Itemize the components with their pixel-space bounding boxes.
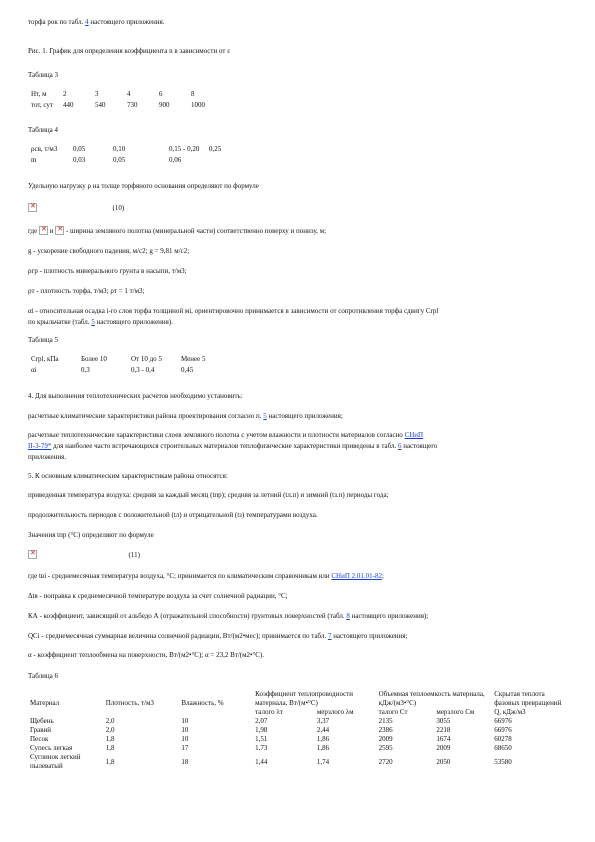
- paragraph-alpha: α - коэффициент теплообмена на поверхности, Вт/(м2•°С); α = 23,2 Вт/(м2•°С).: [28, 651, 265, 659]
- link-table-7[interactable]: 7: [327, 632, 332, 640]
- table-row: Песок 1,8 10 1,51 1,86 2009 1674 60278: [30, 735, 512, 743]
- link-table-6[interactable]: 6: [397, 442, 402, 450]
- paragraph-ka: КА - коэффициент, зависящий от альбедо А (отражательной способности) грунтовых поверхностей (табл. 8 настоящего приложения);: [28, 612, 429, 620]
- table-6: [28, 690, 568, 771]
- figure-caption: Рис. 1. График для определения коэффициента n в зависимости от ε: [28, 47, 231, 55]
- link-item-5[interactable]: 5: [263, 412, 267, 420]
- section-5-heading: 5. К основным климатическим характеристикам района относятся:: [28, 472, 228, 480]
- table-row: αi 0,3 0,3 - 0,4 0,45: [31, 366, 194, 374]
- formula-10: ✕ (10): [28, 203, 124, 213]
- section-4-heading: 4. Для выполнения теплотехнических расчетов необходимо установить:: [28, 392, 243, 400]
- paragraph-rho-t: ρт - плотность торфа, т/м3; ρт = 1 т/м3;: [28, 287, 145, 295]
- paragraph-table-ref: торфа рок по табл. 4 настоящего приложения.: [28, 18, 165, 26]
- table3-title: Таблица 3: [28, 71, 58, 79]
- paragraph-5b: продолжительность периодов с положительной (tл) и отрицательной (tз) температурами воздуха.: [28, 511, 318, 519]
- column-subheader: мерзлого λм: [316, 708, 354, 716]
- table6-title: Таблица 6: [28, 672, 58, 680]
- formula-image-icon: [28, 550, 37, 559]
- formula-image-icon: [55, 226, 64, 235]
- link-snip-climate[interactable]: СНиП 2.01.01-82: [331, 572, 382, 580]
- paragraph-rho-gr: ρгр - плотность минерального грунта в насыпи, т/м3;: [28, 267, 187, 275]
- paragraph-tpr: Значения tпр (°С) определяют по формуле: [28, 531, 154, 539]
- column-header: Коэффициент теплопроводности материала, Вт/(м•°С): [255, 690, 354, 707]
- column-header: Скрытая теплота фазовых превращений Q, кДж/м3: [494, 690, 562, 716]
- formula-image-icon: [39, 226, 48, 235]
- table5-title: Таблица 5: [28, 336, 58, 344]
- paragraph-qci: QCi - среднемесячная суммарная величина солнечной радиации, Вт/(м2•мес); принимается по табл. 7 настоящего приложения;: [28, 632, 408, 640]
- column-header: Влажность, %: [181, 699, 224, 707]
- paragraph-alpha-i: αi - относительная осадка i-го слоя торфа толщиной мi, ориентировочно принимается в зависимости от сопротивления торфа сдвигу Сrpl: [28, 307, 439, 315]
- link-table-4[interactable]: 4: [85, 18, 89, 26]
- table-row: ρсв, т/м3 0,05 0,10 0,15 - 0,20 0,25: [31, 145, 222, 153]
- table-row: Нт, м 2 3 4 6 8: [31, 90, 195, 98]
- paragraph-where: где ✕ и ✕ - ширина земляного полотна (минеральной части) соответственно поверху и понизу, м;: [28, 226, 326, 236]
- table-row: Супесь легкая 1,8 17 1,73 1,86 2595 2009 68650: [30, 744, 512, 752]
- paragraph-formula-intro: Удельную нагрузку ρ на толще торфяного основания определяют по формуле: [28, 182, 259, 190]
- paragraph-tvi: где tвi - среднемесячная температура воздуха, °С; принимается по климатическим справочникам или СНиП 2.01.01-82;: [28, 572, 384, 580]
- table-row: тот, сут 440 540 730 900 1000: [31, 101, 205, 109]
- paragraph-g: g - ускорение свободного падения, м/с2; g = 9,81 м/с2;: [28, 247, 190, 255]
- paragraph-4b-end: приложения.: [28, 453, 67, 461]
- formula-image-icon: [28, 203, 37, 212]
- table-3: [28, 89, 208, 111]
- column-header: Объемная теплоемкость материала, кДж/(м3•°С): [378, 690, 485, 707]
- column-subheader: талого Ст: [378, 708, 408, 716]
- table4-title: Таблица 4: [28, 126, 58, 134]
- column-subheader: мерзлого См: [436, 708, 475, 716]
- paragraph-4b: расчетные теплотехнические характеристики слоев земляного полотна с учетом влажности и плотности материалов согласно СНиП: [28, 431, 424, 439]
- table-5: [28, 354, 208, 376]
- paragraph-dtr: Δtя - поправка к среднемесячной температуре воздуха за счет солнечной радиации, °С;: [28, 592, 288, 600]
- table-row: Гравий 2,0 10 1,98 2,44 2386 2218 66976: [30, 726, 512, 734]
- paragraph-alpha-i-cont: по крыльчатке (табл. 5 настоящего приложения).: [28, 318, 173, 326]
- paragraph-5a: приведенная температура воздуха: средняя за каждый месяц (tпр); средняя за летний (tл.п) и зимний (tз.п) периоды года;: [28, 491, 389, 499]
- table-row: Щебень 2,0 10 2,07 3,37 2135 3055 66976: [30, 717, 512, 725]
- table-row: Сrpl, кПа Более 10 От 10 до 5 Менее 5: [31, 355, 206, 363]
- link-snip-number[interactable]: II-3-79*: [28, 442, 52, 450]
- table-4: [28, 144, 224, 166]
- table-header-row: [28, 690, 568, 708]
- formula-11: ✕ (11): [28, 550, 140, 560]
- paragraph-4a: расчетные климатические характеристики района проектирования согласно п. 5 настоящего приложения;: [28, 412, 343, 420]
- column-header: Материал: [30, 699, 60, 707]
- link-table-8[interactable]: 8: [346, 612, 350, 620]
- link-table-5[interactable]: 5: [91, 318, 95, 326]
- table-row: Суглинок легкий пылеватый 1,8 18 1,44 1,74 2720 2050 53580: [30, 753, 512, 770]
- column-header: Плотность, т/м3: [105, 699, 154, 707]
- paragraph-4b-cont: II-3-79* для наиболее часто встречающихся строительных материалов теплофизические характеристики приведены в табл. 6 настоящего: [28, 442, 438, 450]
- link-snip[interactable]: СНиП: [404, 431, 424, 439]
- table-row: m 0,03 0,05 0,06: [31, 156, 182, 164]
- column-subheader: талого λт: [255, 708, 283, 716]
